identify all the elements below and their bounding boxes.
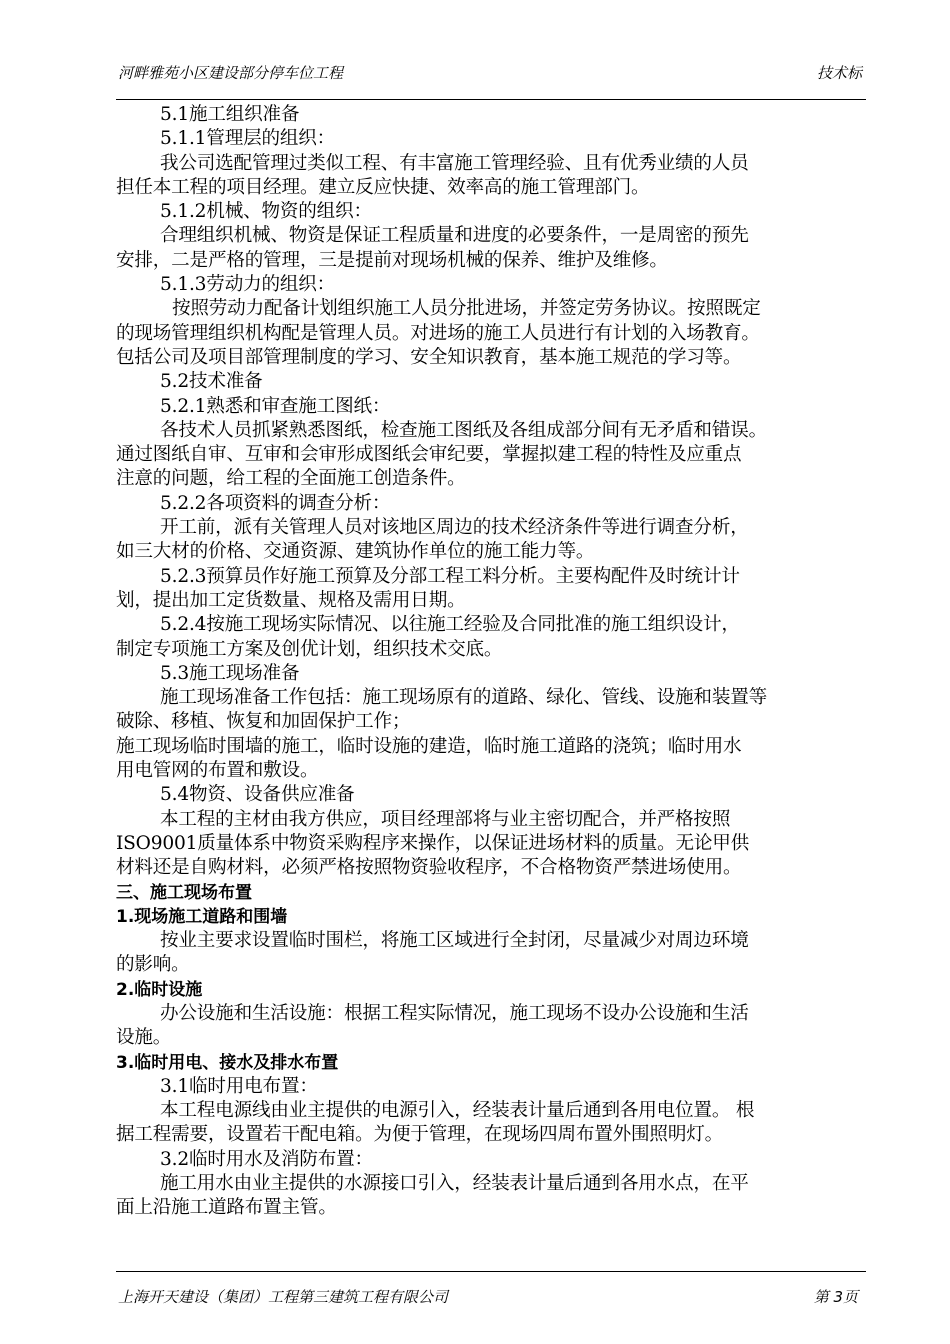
footer-page-number: 第 3页 <box>813 1288 858 1306</box>
text-line: 合理组织机械、物资是保证工程质量和进度的必要条件，一是周密的预先 <box>160 225 749 247</box>
text-line: 5.1施工组织准备 <box>160 104 300 125</box>
text-line: 5.4物资、设备供应准备 <box>160 784 355 806</box>
text-line: 面上沿施工道路布置主管。 <box>116 1197 337 1219</box>
text-line: 本工程电源线由业主提供的电源引入，经装表计量后通到各用电位置。 根 <box>160 1100 755 1122</box>
text-line: 包括公司及项目部管理制度的学习、安全知识教育，基本施工规范的学习等。 <box>116 346 742 368</box>
footer-rule <box>116 1271 866 1272</box>
text-line: 破除、移植、恢复和加固保护工作； <box>116 711 411 733</box>
text-line: 用电管网的布置和敷设。 <box>116 760 319 782</box>
text-line: 本工程的主材由我方供应，项目经理部将与业主密切配合，并严格按照 <box>160 808 731 830</box>
text-line: 5.1.1管理层的组织： <box>160 128 336 150</box>
header-rule <box>116 99 866 100</box>
text-line: 材料还是自购材料，必须严格按照物资验收程序，不合格物资严禁进场使用。 <box>116 857 742 879</box>
header-doc-type: 技术标 <box>816 64 862 82</box>
text-line: 5.1.3劳动力的组织： <box>160 274 336 296</box>
text-line: 5.3施工现场准备 <box>160 662 300 684</box>
section-heading: 3.临时用电、接水及排水布置 <box>116 1052 339 1073</box>
text-line: 的影响。 <box>116 954 190 976</box>
text-line: 开工前，派有关管理人员对该地区周边的技术经济条件等进行调查分析， <box>160 517 749 539</box>
section-heading: 三、施工现场布置 <box>116 882 252 903</box>
section-heading: 1.现场施工道路和围墙 <box>116 906 288 927</box>
text-line: 5.2.2各项资料的调查分析： <box>160 492 391 514</box>
text-line: 施工现场临时围墙的施工，临时设施的建造，临时施工道路的浇筑；临时用水 <box>116 735 742 757</box>
text-line: 施工用水由业主提供的水源接口引入，经装表计量后通到各用水点，在平 <box>160 1173 749 1195</box>
text-line: 各技术人员抓紧熟悉图纸，检查施工图纸及各组成部分间有无矛盾和错误。 <box>160 419 767 441</box>
text-line: 划，提出加工定货数量、规格及需用日期。 <box>116 589 466 611</box>
text-line: 3.1临时用电布置： <box>160 1075 318 1097</box>
text-line: ISO9001质量体系中物资采购程序来操作，以保证进场材料的质量。无论甲供 <box>116 832 750 854</box>
text-line: 担任本工程的项目经理。建立反应快捷、效率高的施工管理部门。 <box>116 176 650 198</box>
text-line: 据工程需要，设置若干配电箱。为便于管理，在现场四周布置外围照明灯。 <box>116 1124 723 1146</box>
text-line: 5.2.3预算员作好施工预算及分部工程工料分析。主要构配件及时统计计 <box>160 565 740 587</box>
footer-company: 上海开天建设（集团）工程第三建筑工程有限公司 <box>118 1288 449 1306</box>
text-line: 我公司选配管理过类似工程、有丰富施工管理经验、且有优秀业绩的人员 <box>160 152 749 174</box>
text-line: 办公设施和生活设施：根据工程实际情况，施工现场不设办公设施和生活 <box>160 1002 749 1024</box>
text-line: 5.2技术准备 <box>160 371 263 393</box>
section-heading: 2.临时设施 <box>116 979 203 1000</box>
text-line: 通过图纸自审、互审和会审形成图纸会审纪要，掌握拟建工程的特性及应重点 <box>116 444 742 466</box>
text-line: 注意的问题，给工程的全面施工创造条件。 <box>116 468 466 490</box>
text-line: 5.2.4按施工现场实际情况、以往施工经验及合同批准的施工组织设计， <box>160 614 740 636</box>
text-line: 按业主要求设置临时围栏，将施工区域进行全封闭，尽量减少对周边环境 <box>160 930 749 952</box>
text-line: 5.1.2机械、物资的组织： <box>160 201 372 223</box>
text-line: 按照劳动力配备计划组织施工人员分批进场，并签定劳务协议。按照既定 <box>172 298 761 320</box>
text-line: 5.2.1熟悉和审查施工图纸： <box>160 395 391 417</box>
text-line: 3.2临时用水及消防布置： <box>160 1148 373 1170</box>
text-line: 施工现场准备工作包括：施工现场原有的道路、绿化、管线、设施和装置等 <box>160 687 767 709</box>
text-line: 设施。 <box>116 1027 172 1049</box>
text-line: 制定专项施工方案及创优计划，组织技术交底。 <box>116 638 503 660</box>
document-body <box>116 103 876 1221</box>
text-line: 安排，二是严格的管理，三是提前对现场机械的保养、维护及维修。 <box>116 249 668 271</box>
header-project-title: 河畔雅苑小区建设部分停车位工程 <box>118 64 344 82</box>
text-line: 的现场管理组织机构配是管理人员。对进场的施工人员进行有计划的入场教育。 <box>116 322 760 344</box>
text-line: 如三大材的价格、交通资源、建筑协作单位的施工能力等。 <box>116 541 595 563</box>
